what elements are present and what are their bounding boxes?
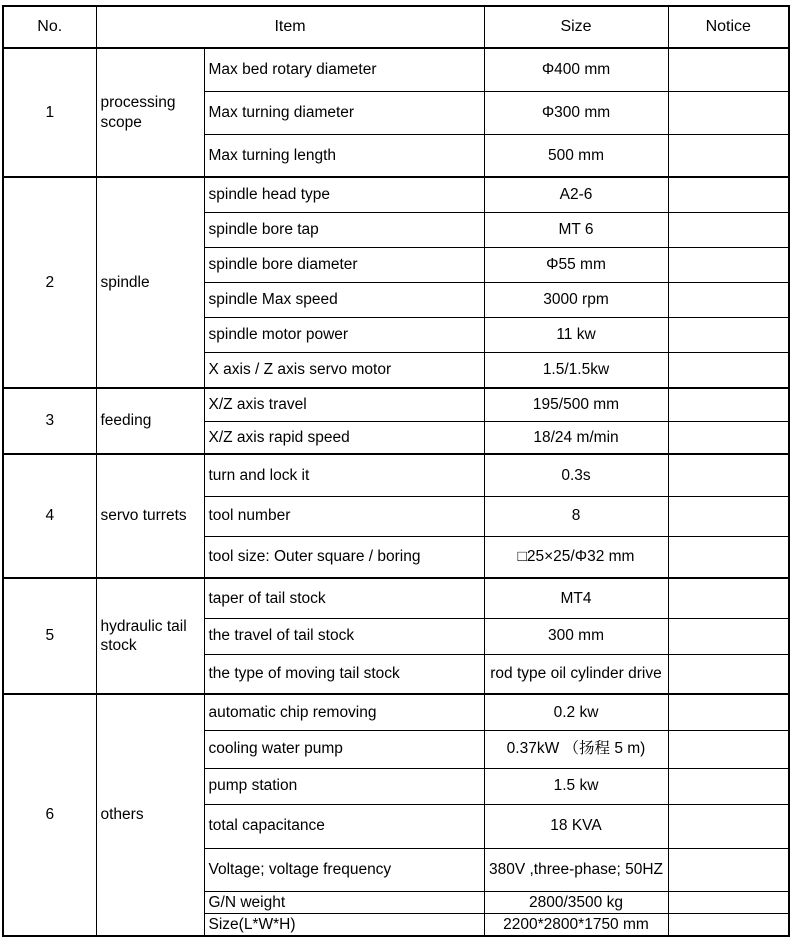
notice-cell	[668, 134, 789, 177]
notice-cell	[668, 352, 789, 388]
notice-cell	[668, 804, 789, 848]
size-cell: 0.37kW （扬程 5 m)	[484, 730, 668, 768]
section-number: 1	[3, 48, 96, 177]
section-category: processing scope	[96, 48, 204, 177]
notice-cell	[668, 454, 789, 496]
notice-cell	[668, 536, 789, 578]
section-number: 3	[3, 388, 96, 454]
notice-cell	[668, 212, 789, 247]
size-cell: A2-6	[484, 177, 668, 212]
notice-cell	[668, 730, 789, 768]
item-cell: spindle bore diameter	[204, 247, 484, 282]
notice-cell	[668, 177, 789, 212]
item-cell: the travel of tail stock	[204, 618, 484, 654]
size-cell: 1.5/1.5kw	[484, 352, 668, 388]
size-cell: 2200*2800*1750 mm	[484, 913, 668, 936]
header-notice: Notice	[668, 6, 789, 48]
section-number: 4	[3, 454, 96, 578]
table-row	[3, 694, 789, 730]
table-row	[3, 388, 789, 421]
size-cell: 11 kw	[484, 317, 668, 352]
notice-cell	[668, 282, 789, 317]
notice-cell	[668, 496, 789, 536]
item-cell: spindle motor power	[204, 317, 484, 352]
size-cell: 18 KVA	[484, 804, 668, 848]
item-cell: tool size: Outer square / boring	[204, 536, 484, 578]
size-cell: 18/24 m/min	[484, 421, 668, 454]
item-cell: G/N weight	[204, 891, 484, 913]
item-cell: Max turning diameter	[204, 91, 484, 134]
table-row	[3, 578, 789, 618]
notice-cell	[668, 247, 789, 282]
size-cell: 0.3s	[484, 454, 668, 496]
header-row	[3, 6, 789, 48]
notice-cell	[668, 388, 789, 421]
item-cell: automatic chip removing	[204, 694, 484, 730]
size-cell: rod type oil cylinder drive	[484, 654, 668, 694]
item-cell: X/Z axis travel	[204, 388, 484, 421]
section-category: servo turrets	[96, 454, 204, 578]
table-row	[3, 177, 789, 212]
section-category: feeding	[96, 388, 204, 454]
size-cell: 380V ,three-phase; 50HZ	[484, 848, 668, 891]
size-cell: 0.2 kw	[484, 694, 668, 730]
item-cell: turn and lock it	[204, 454, 484, 496]
item-cell: spindle head type	[204, 177, 484, 212]
size-cell: Φ400 mm	[484, 48, 668, 91]
section-number: 2	[3, 177, 96, 388]
notice-cell	[668, 618, 789, 654]
header-no: No.	[3, 6, 96, 48]
section-category: others	[96, 694, 204, 936]
section-category: hydraulic tail stock	[96, 578, 204, 694]
spec-table	[2, 5, 790, 937]
table-row	[3, 48, 789, 91]
item-cell: total capacitance	[204, 804, 484, 848]
size-cell: 195/500 mm	[484, 388, 668, 421]
item-cell: cooling water pump	[204, 730, 484, 768]
item-cell: pump station	[204, 768, 484, 804]
notice-cell	[668, 91, 789, 134]
item-cell: Max turning length	[204, 134, 484, 177]
item-cell: spindle Max speed	[204, 282, 484, 317]
item-cell: the type of moving tail stock	[204, 654, 484, 694]
item-cell: taper of tail stock	[204, 578, 484, 618]
size-cell: 300 mm	[484, 618, 668, 654]
item-cell: spindle bore tap	[204, 212, 484, 247]
notice-cell	[668, 48, 789, 91]
notice-cell	[668, 848, 789, 891]
header-item: Item	[96, 6, 484, 48]
item-cell: Size(L*W*H)	[204, 913, 484, 936]
table-row	[3, 454, 789, 496]
section-number: 5	[3, 578, 96, 694]
header-size: Size	[484, 6, 668, 48]
size-cell: 500 mm	[484, 134, 668, 177]
notice-cell	[668, 578, 789, 618]
item-cell: X axis / Z axis servo motor	[204, 352, 484, 388]
size-cell: 8	[484, 496, 668, 536]
section-category: spindle	[96, 177, 204, 388]
notice-cell	[668, 694, 789, 730]
notice-cell	[668, 913, 789, 936]
size-cell: Φ300 mm	[484, 91, 668, 134]
section-number: 6	[3, 694, 96, 936]
size-cell: 1.5 kw	[484, 768, 668, 804]
size-cell: MT 6	[484, 212, 668, 247]
size-cell: 3000 rpm	[484, 282, 668, 317]
size-cell: 2800/3500 kg	[484, 891, 668, 913]
notice-cell	[668, 654, 789, 694]
notice-cell	[668, 768, 789, 804]
notice-cell	[668, 891, 789, 913]
size-cell: □25×25/Φ32 mm	[484, 536, 668, 578]
notice-cell	[668, 421, 789, 454]
item-cell: X/Z axis rapid speed	[204, 421, 484, 454]
notice-cell	[668, 317, 789, 352]
item-cell: Voltage; voltage frequency	[204, 848, 484, 891]
size-cell: MT4	[484, 578, 668, 618]
item-cell: Max bed rotary diameter	[204, 48, 484, 91]
size-cell: Φ55 mm	[484, 247, 668, 282]
item-cell: tool number	[204, 496, 484, 536]
